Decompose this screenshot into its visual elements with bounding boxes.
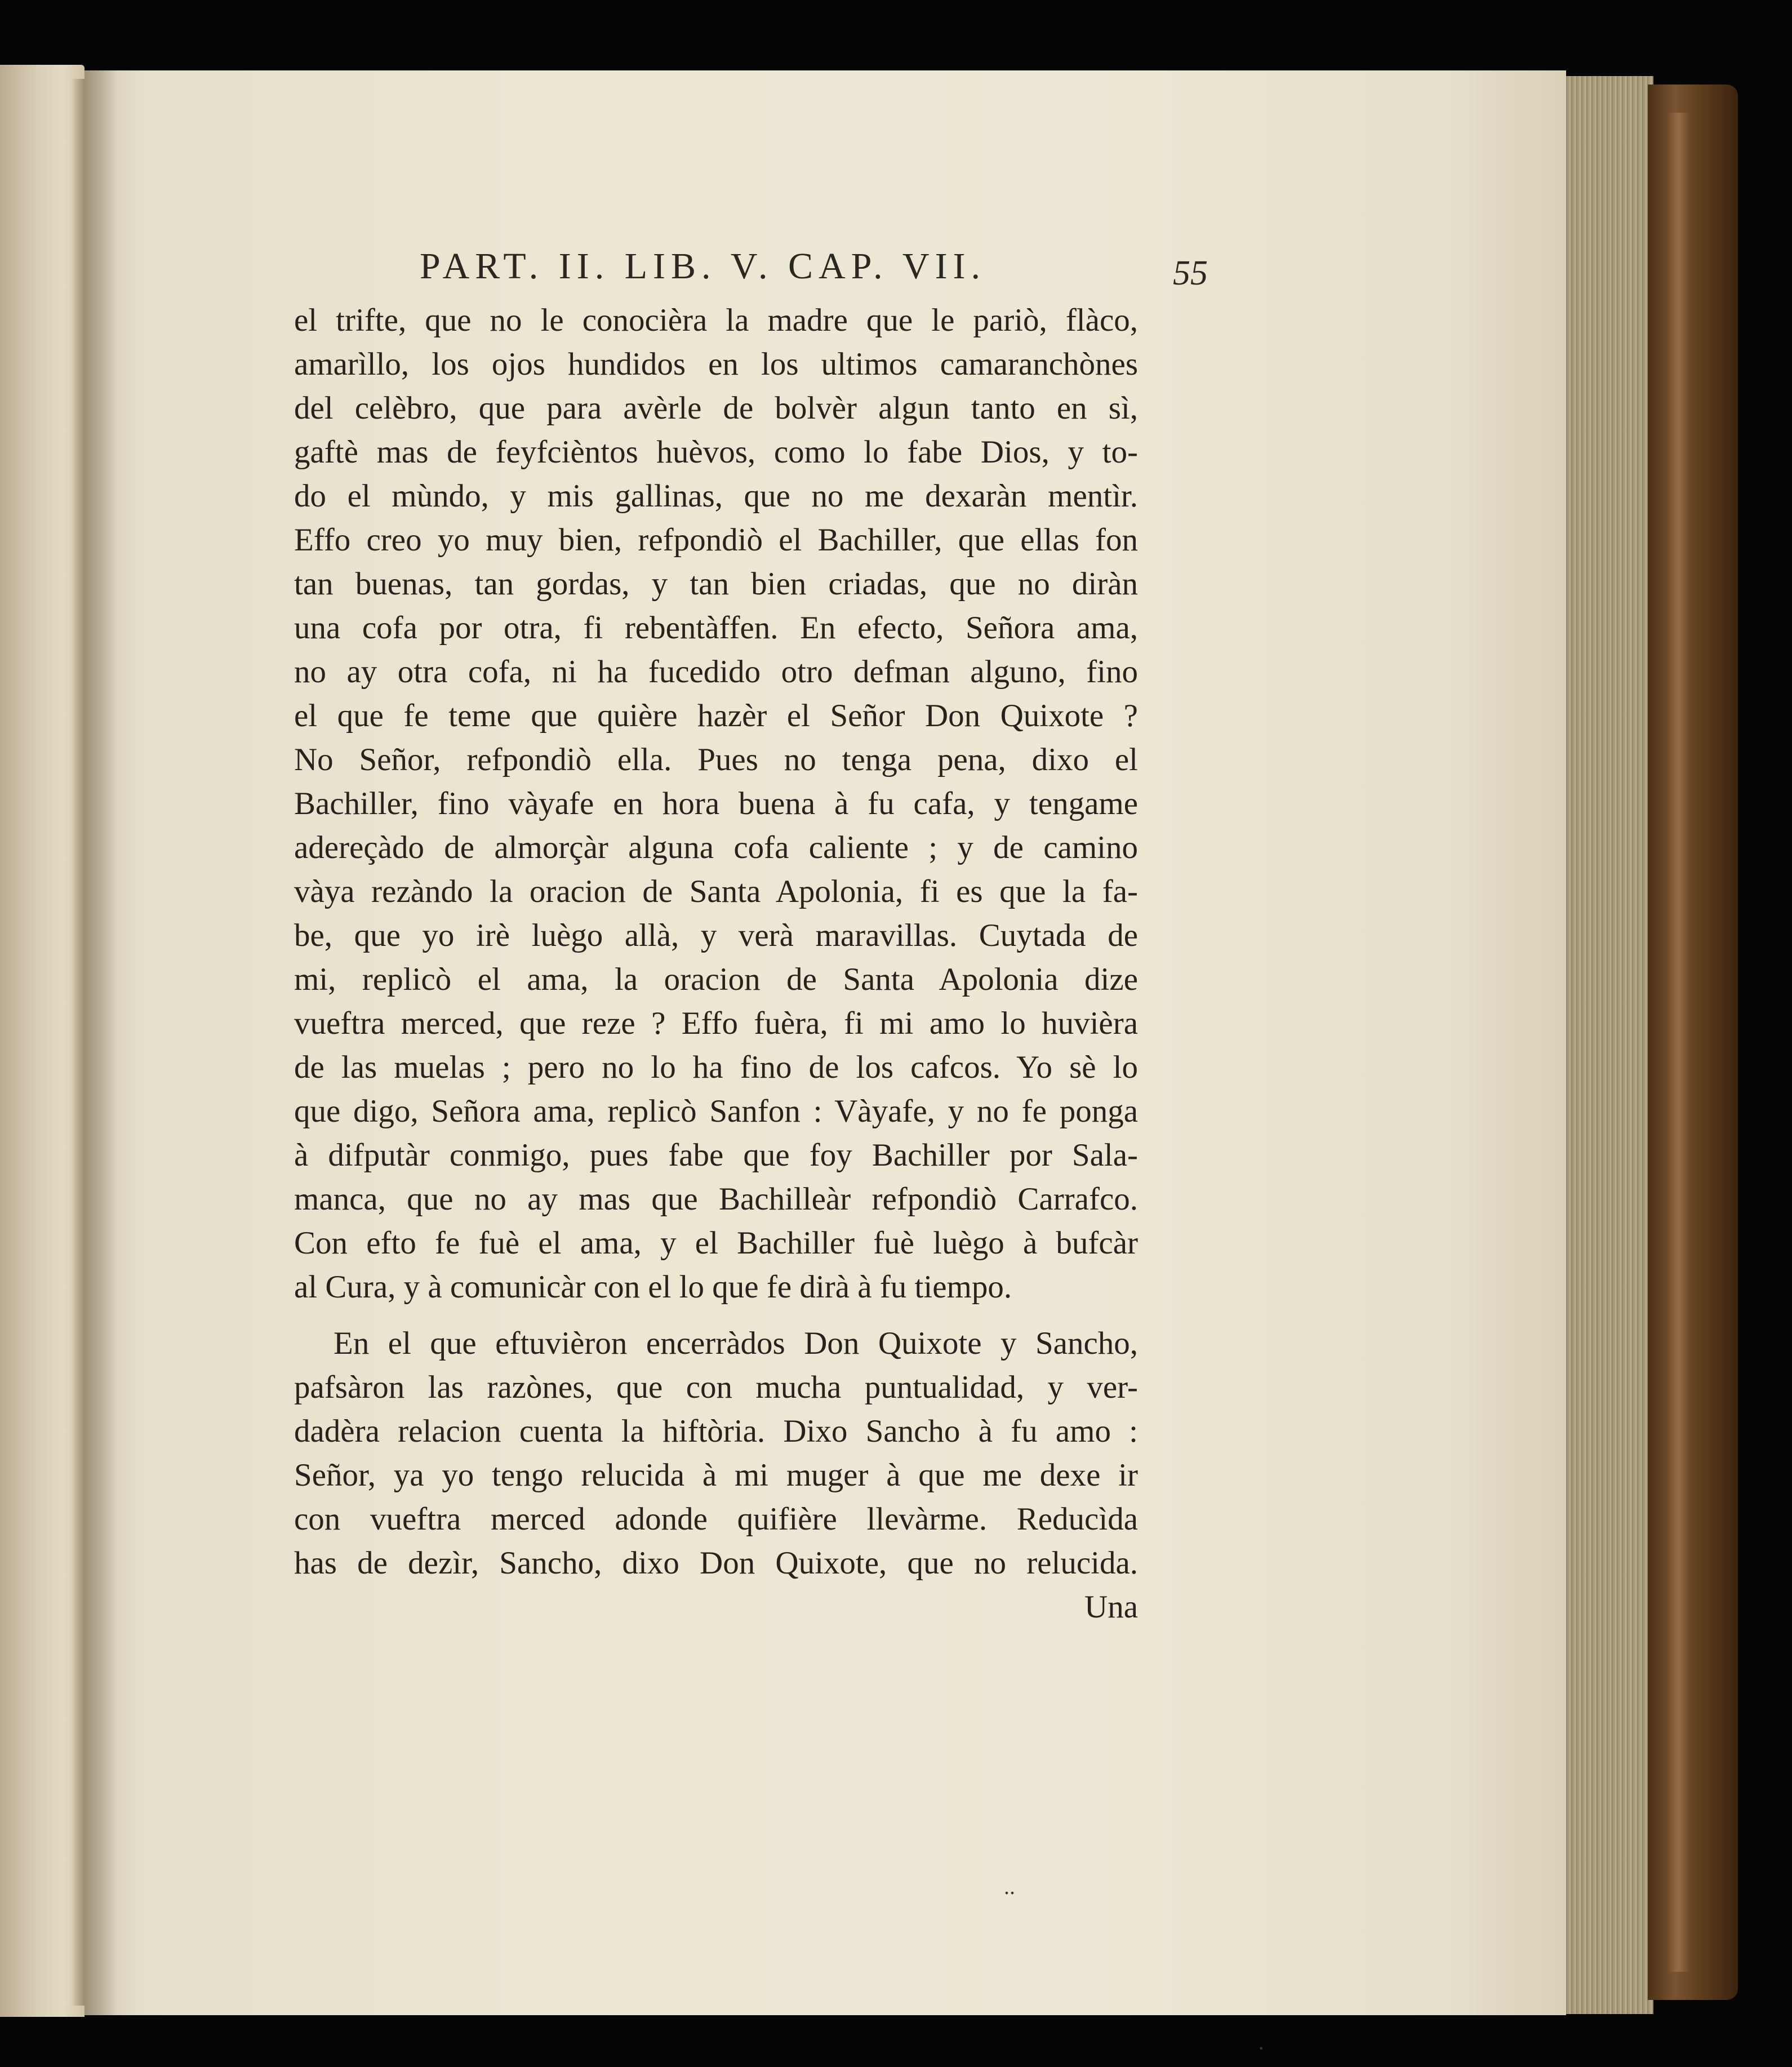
text-line: con vueftra merced adonde quifière llevàrme. Reducìda [294, 1501, 1138, 1537]
text-line: pafsàron las razònes, que con mucha puntualidad, y ver- [294, 1370, 1138, 1405]
text-line: una cofa por otra, fi rebentàffen. En efecto, Señora ama, [294, 610, 1138, 646]
page-stack-edge [1563, 76, 1653, 2014]
text-line: amarìllo, los ojos hundidos en los ultimos camaranchònes [294, 346, 1138, 382]
text-line: que digo, Señora ama, replicò Sanfon : Vàyafe, y no fe ponga [294, 1093, 1138, 1129]
text-line: manca, que no ay mas que Bachilleàr refpondiò Carrafco. [294, 1181, 1138, 1217]
catchword: Una [1084, 1589, 1138, 1625]
text-line: no ay otra cofa, ni ha fucedido otro defman alguno, fino [294, 654, 1138, 690]
text-line: Effo creo yo muy bien, refpondiò el Bachiller, que ellas fon [294, 522, 1138, 558]
text-line: del celèbro, que para avèrle de bolvèr algun tanto en sì, [294, 390, 1138, 426]
text-line: de las muelas ; pero no lo ha fino de los cafcos. Yo sè lo [294, 1050, 1138, 1085]
text-line: No Señor, refpondiò ella. Pues no tenga pena, dixo el [294, 742, 1138, 777]
text-line: gaftè mas de feyfcièntos huèvos, como lo fabe Dios, y to- [294, 434, 1138, 470]
page-gutter-shadow [85, 70, 118, 2015]
cover-highlight [1668, 113, 1690, 1972]
text-line: be, que yo irè luègo allà, y verà maravillas. Cuytada de [294, 918, 1138, 953]
text-line: al Cura, y à comunicàr con el lo que fe dirà à fu tiempo. [294, 1269, 1012, 1305]
text-line: mi, replicò el ama, la oracion de Santa Apolonia dize [294, 962, 1138, 997]
book-cover [1648, 85, 1738, 2000]
text-line: tan buenas, tan gordas, y tan bien criadas, que no diràn [294, 566, 1138, 602]
text-line: Bachiller, fino vàyafe en hora buena à fu cafa, y tengame [294, 786, 1138, 821]
text-block [294, 299, 1138, 1629]
text-line: adereçàdo de almorçàr alguna cofa caliente ; y de camino [294, 830, 1138, 865]
text-line: Con efto fe fuè el ama, y el Bachiller fuè luègo à bufcàr [294, 1225, 1138, 1261]
text-line: vàya rezàndo la oracion de Santa Apolonia, fi es que la fa- [294, 874, 1138, 909]
text-line: el trifte, que no le conocièra la madre que le pariò, flàco, [294, 303, 1138, 338]
text-line: à difputàr conmigo, pues fabe que foy Bachiller por Sala- [294, 1137, 1138, 1173]
text-line: el que fe teme que quière hazèr el Señor Don Quixote ? [294, 698, 1138, 734]
text-line: vueftra merced, que reze ? Effo fuèra, fi mi amo lo huvièra [294, 1006, 1138, 1041]
text-line: Señor, ya yo tengo relucida à mi muger à que me dexe ir [294, 1457, 1138, 1493]
text-line: has de dezìr, Sancho, dixo Don Quixote, que no relucida. [294, 1545, 1138, 1581]
text-line: dadèra relacion cuenta la hiftòria. Dixo Sancho à fu amo : [294, 1413, 1138, 1449]
ink-dots: .. [1004, 1874, 1015, 1899]
paragraph-start-line: En el que eftuvièron encerràdos Don Quixote y Sancho, [334, 1326, 1138, 1361]
running-head: PART. II. LIB. V. CAP. VII. [420, 246, 986, 287]
text-line: do el mùndo, y mis gallinas, que no me dexaràn mentìr. [294, 478, 1138, 514]
stray-mark: · [1257, 2035, 1265, 2061]
page-number: 55 [1173, 254, 1208, 292]
